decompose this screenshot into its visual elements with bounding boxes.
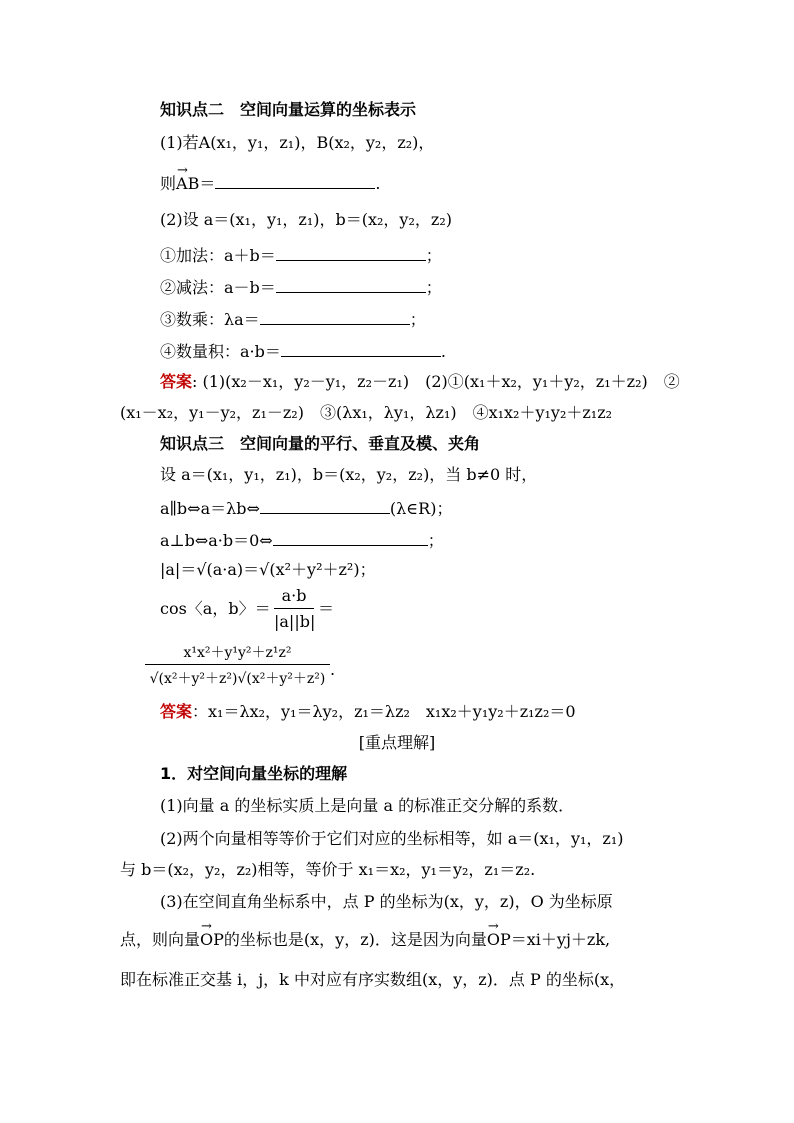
key-p3-line2: [120, 930, 610, 950]
period: .: [440, 342, 446, 361]
parallel-line: [160, 497, 452, 519]
vector-ab: → AB: [176, 174, 199, 194]
answer-label: 答案: [160, 372, 193, 391]
cos-denominator: |a||b|: [274, 612, 316, 631]
perp-suffix: ；: [427, 531, 444, 550]
p3-text-b: 的坐标也是(x，y，z)．这是因为向量: [223, 930, 487, 949]
q1-end: .: [375, 174, 381, 193]
sub-label: ②减法：a－b＝: [160, 278, 276, 297]
sub-line: [160, 276, 442, 298]
mul-line: [160, 308, 426, 330]
q1-line1: (1)若A(x₁，y₁，z₁)，B(x₂，y₂，z₂)，: [160, 133, 435, 152]
key-p3-line3: 即在标准正交基 i，j，k 中对应有序实数组(x，y，z)．点 P 的坐标(x，: [120, 970, 626, 989]
perp-line: [160, 529, 444, 551]
q1-eq: ＝: [199, 174, 216, 193]
q1-line2: [160, 172, 380, 194]
answer-line-2: (x₁－x₂，y₁－y₂，z₁－z₂) ③(λx₁，λy₁，λz₁) ④x₁x₂＋y₁y₂＋z₁z₂: [120, 403, 613, 422]
dot-line: [160, 340, 446, 362]
cos-prefix: cos〈a，b〉＝: [160, 599, 271, 618]
semicolon: ；: [425, 246, 442, 265]
cos-eq: ＝: [318, 599, 335, 618]
answer-line-3: [160, 702, 576, 722]
big-numerator: x¹x²＋y¹y²＋z¹z²: [183, 645, 292, 661]
big-denominator: √(x²＋y²＋z²)√(x²＋y²＋z²): [149, 671, 326, 687]
answer-blank: [260, 308, 410, 325]
perp-prefix: a⊥b⇔a·b＝0⇔: [160, 531, 273, 550]
answer-text-1: : (1)(x₂－x₁，y₂－y₁，z₂－z₁) (2)①(x₁＋x₂，y₁＋y₂，z₁＋z₂) ②: [192, 372, 680, 391]
parallel-prefix: a∥b⇔a＝λb⇔: [160, 499, 260, 518]
p3-text-a: 点，则向量: [120, 930, 201, 949]
answer-text-3: ：x₁＝λx₂，y₁＝λy₂，z₁＝λz₂ x₁x₂＋y₁y₂＋z₁z₂＝0: [192, 702, 576, 721]
key-p1: (1)向量 a 的坐标实质上是向量 a 的标准正交分解的系数．: [160, 796, 575, 815]
norm-line: |a|＝√(a·a)＝√(x²＋y²＋z²)；: [160, 560, 376, 579]
fraction-bar: [274, 608, 314, 609]
key-p2-line2: 与 b＝(x₂，y₂，z₂)相等，等价于 x₁＝x₂，y₁＝y₂，z₁＝z₂.: [120, 860, 536, 879]
answer-blank: [281, 340, 441, 357]
semicolon: ；: [409, 310, 426, 329]
semicolon: ；: [425, 278, 442, 297]
mul-label: ③数乘：λa＝: [160, 310, 260, 329]
answer-blank: [276, 244, 426, 261]
q1-prefix: 则: [160, 174, 177, 193]
parallel-suffix: (λ∈R)；: [389, 499, 453, 518]
dot-label: ④数量积：a·b＝: [160, 342, 281, 361]
answer-line-1: [160, 372, 680, 392]
answer-blank: [273, 529, 428, 546]
vector-op: → OP: [200, 930, 224, 950]
vector-op: → OP: [487, 930, 511, 950]
q2-line1: (2)设 a＝(x₁，y₁，z₁)，b＝(x₂，y₂，z₂): [160, 210, 452, 229]
section-heading-2: 知识点二 空间向量运算的坐标表示: [160, 100, 417, 119]
key-p3-line1: (3)在空间直角坐标系中，点 P 的坐标为(x，y，z)，O 为坐标原: [160, 892, 613, 911]
answer-label: 答案: [160, 702, 193, 721]
answer-blank: [260, 497, 390, 514]
add-line: [160, 244, 442, 266]
key-title: [重点理解]: [358, 733, 436, 752]
key-subheading: 1．对空间向量坐标的理解: [160, 764, 348, 783]
p3-text-c: ＝xi＋yj＋zk,: [510, 930, 611, 949]
answer-blank: [215, 172, 375, 189]
section-heading-3: 知识点三 空间向量的平行、垂直及模、夹角: [160, 434, 481, 453]
fraction-bar: [145, 664, 330, 665]
add-label: ①加法：a＋b＝: [160, 246, 276, 265]
cos-numerator: a·b: [281, 586, 307, 605]
big-end: .: [330, 660, 336, 679]
answer-blank: [276, 276, 426, 293]
intro-line: 设 a＝(x₁，y₁，z₁)，b＝(x₂，y₂，z₂)，当 b≠0 时，: [160, 465, 538, 484]
key-p2-line1: (2)两个向量相等等价于它们对应的坐标相等，如 a＝(x₁，y₁，z₁): [160, 829, 624, 848]
